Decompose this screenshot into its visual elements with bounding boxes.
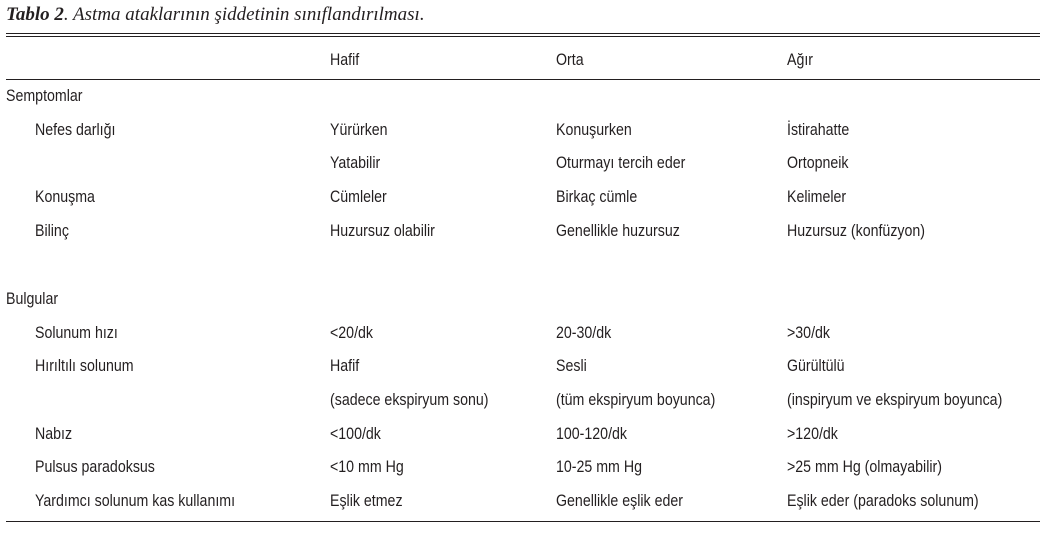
table-row (0, 317, 1046, 350)
cell-hafif: <10 mm Hg (330, 458, 404, 476)
row-label: Solunum hızı (35, 324, 118, 342)
table-section-row (0, 283, 1046, 316)
header-cell: Ağır (787, 51, 814, 69)
bottom-rule (6, 521, 1040, 522)
table-caption (6, 4, 425, 26)
cell-hafif: Huzursuz olabilir (330, 222, 435, 240)
cell-agir: >30/dk (787, 324, 830, 342)
table-header-row (0, 44, 1046, 77)
table-row (0, 418, 1046, 451)
cell-orta: Oturmayı tercih eder (556, 154, 686, 172)
table-row (0, 384, 1046, 417)
row-label: Pulsus paradoksus (35, 458, 155, 476)
table-caption-title: . Astma ataklarının şiddetinin sınıflandırılması. (63, 4, 425, 25)
cell-hafif: Yatabilir (330, 154, 381, 172)
cell-agir: (inspiryum ve ekspiryum boyunca) (787, 391, 1003, 409)
cell-hafif: Cümleler (330, 188, 387, 206)
cell-orta: 20-30/dk (556, 324, 612, 342)
cell-hafif: Yürürken (330, 121, 388, 139)
cell-agir: >25 mm Hg (olmayabilir) (787, 458, 942, 476)
cell-hafif: Eşlik etmez (330, 492, 403, 510)
cell-hafif: (sadece ekspiryum sonu) (330, 391, 489, 409)
header-cell: Hafif (330, 51, 360, 69)
row-label: Konuşma (35, 188, 95, 206)
section-label: Bulgular (6, 290, 59, 308)
table-row (0, 114, 1046, 147)
cell-orta: Genellikle eşlik eder (556, 492, 683, 510)
table-row (0, 451, 1046, 484)
cell-hafif: <100/dk (330, 425, 381, 443)
cell-orta: Konuşurken (556, 121, 632, 139)
cell-agir: Kelimeler (787, 188, 847, 206)
cell-agir: Ortopneik (787, 154, 849, 172)
row-label: Hırıltılı solunum (35, 357, 134, 375)
cell-orta: Genellikle huzursuz (556, 222, 680, 240)
row-label: Bilinç (35, 222, 69, 240)
cell-agir: Gürültülü (787, 357, 845, 375)
top-rule (6, 33, 1040, 34)
section-label: Semptomlar (6, 87, 83, 105)
table-caption-label: Tablo 2 (6, 4, 64, 25)
cell-agir: Eşlik eder (paradoks solunum) (787, 492, 979, 510)
cell-orta: 100-120/dk (556, 425, 628, 443)
table-row (0, 485, 1046, 518)
cell-hafif: <20/dk (330, 324, 373, 342)
table-row (0, 147, 1046, 180)
cell-orta: Birkaç cümle (556, 188, 638, 206)
cell-agir: Huzursuz (konfüzyon) (787, 222, 926, 240)
table-section-row (0, 80, 1046, 113)
row-label: Yardımcı solunum kas kullanımı (35, 492, 236, 510)
table-row (0, 181, 1046, 214)
cell-hafif: Hafif (330, 357, 360, 375)
row-label: Nabız (35, 425, 73, 443)
row-label: Nefes darlığı (35, 121, 116, 139)
cell-orta: Sesli (556, 357, 587, 375)
top-rule-double (6, 36, 1040, 37)
header-cell: Orta (556, 51, 584, 69)
cell-agir: İstirahatte (787, 121, 850, 139)
cell-orta: 10-25 mm Hg (556, 458, 642, 476)
table-row (0, 350, 1046, 383)
cell-agir: >120/dk (787, 425, 838, 443)
table-row (0, 215, 1046, 248)
cell-orta: (tüm ekspiryum boyunca) (556, 391, 716, 409)
